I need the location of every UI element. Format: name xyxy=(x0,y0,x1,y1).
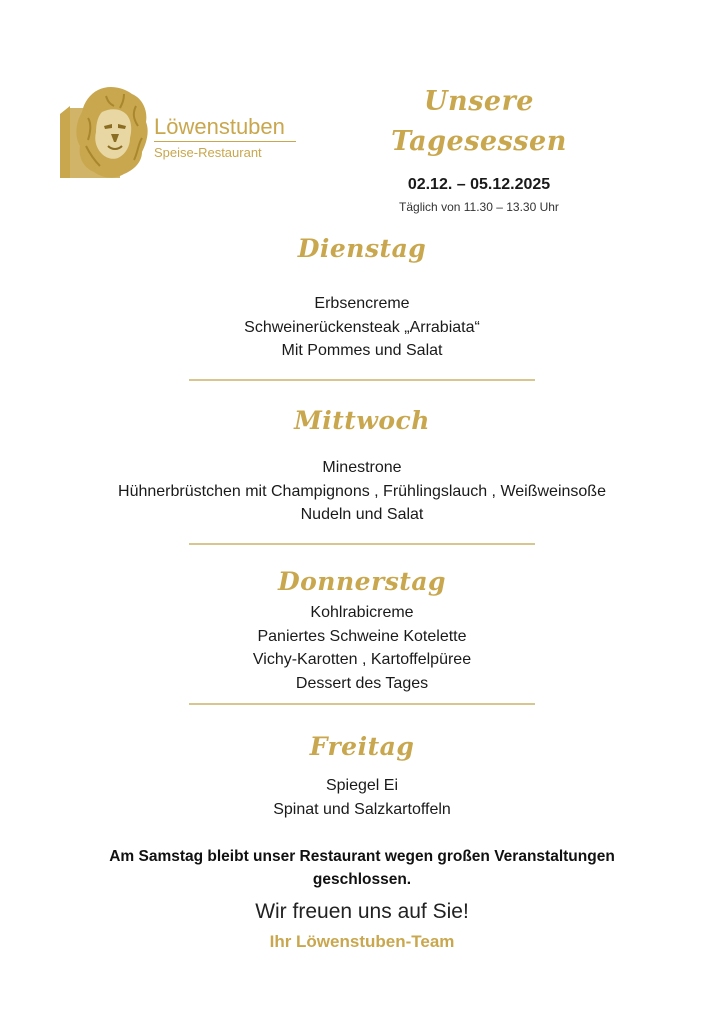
dish-item: Minestrone xyxy=(322,459,402,476)
section-divider xyxy=(189,379,535,381)
dish-item: Schweinerückensteak „Arrabiata“ xyxy=(244,318,480,336)
day-section-freitag xyxy=(0,728,724,821)
day-heading: Mittwoch xyxy=(294,406,430,435)
logo-divider xyxy=(154,141,296,142)
day-heading: Dienstag xyxy=(297,234,427,263)
section-divider xyxy=(189,703,535,705)
day-section-mittwoch xyxy=(0,402,724,527)
section-divider xyxy=(189,543,535,545)
closing-message: Wir freuen uns auf Sie! xyxy=(255,900,469,923)
day-section-dienstag xyxy=(0,230,724,363)
dish-item: Nudeln und Salat xyxy=(300,506,424,523)
closure-notice: Am Samstag bleibt unser Restaurant wegen großen Veranstaltungen geschlossen. xyxy=(109,848,615,888)
logo-subtitle: Speise-Restaurant xyxy=(154,145,262,160)
day-heading: Donnerstag xyxy=(277,567,447,596)
dish-item: Spinat und Salzkartoffeln xyxy=(273,800,451,818)
dish-item: Spiegel Ei xyxy=(325,777,399,794)
dish-item: Mit Pommes und Salat xyxy=(281,342,443,359)
dish-item: Vichy-Karotten , Kartoffelpüree xyxy=(252,651,472,668)
lion-head-icon xyxy=(58,84,150,180)
team-signature: Ihr Löwenstuben-Team xyxy=(269,932,455,951)
logo-name: Löwenstuben xyxy=(154,114,285,139)
date-range: 02.12. – 05.12.2025 xyxy=(407,176,551,193)
dish-item: Dessert des Tages xyxy=(295,674,429,692)
restaurant-logo xyxy=(58,84,303,180)
dish-item: Hühnerbrüstchen mit Champignons , Frühlingslauch , Weißweinsoße xyxy=(118,482,606,500)
dish-item: Paniertes Schweine Kotelette xyxy=(257,627,467,645)
dish-item: Kohlrabicreme xyxy=(310,604,414,621)
menu-header xyxy=(350,82,608,214)
dish-item: Erbsencreme xyxy=(314,295,410,312)
day-heading: Freitag xyxy=(309,732,415,761)
serving-hours: Täglich von 11.30 – 13.30 Uhr xyxy=(399,200,559,214)
page-title: Unsere Tagesessen xyxy=(391,86,567,157)
day-section-donnerstag xyxy=(0,563,724,695)
